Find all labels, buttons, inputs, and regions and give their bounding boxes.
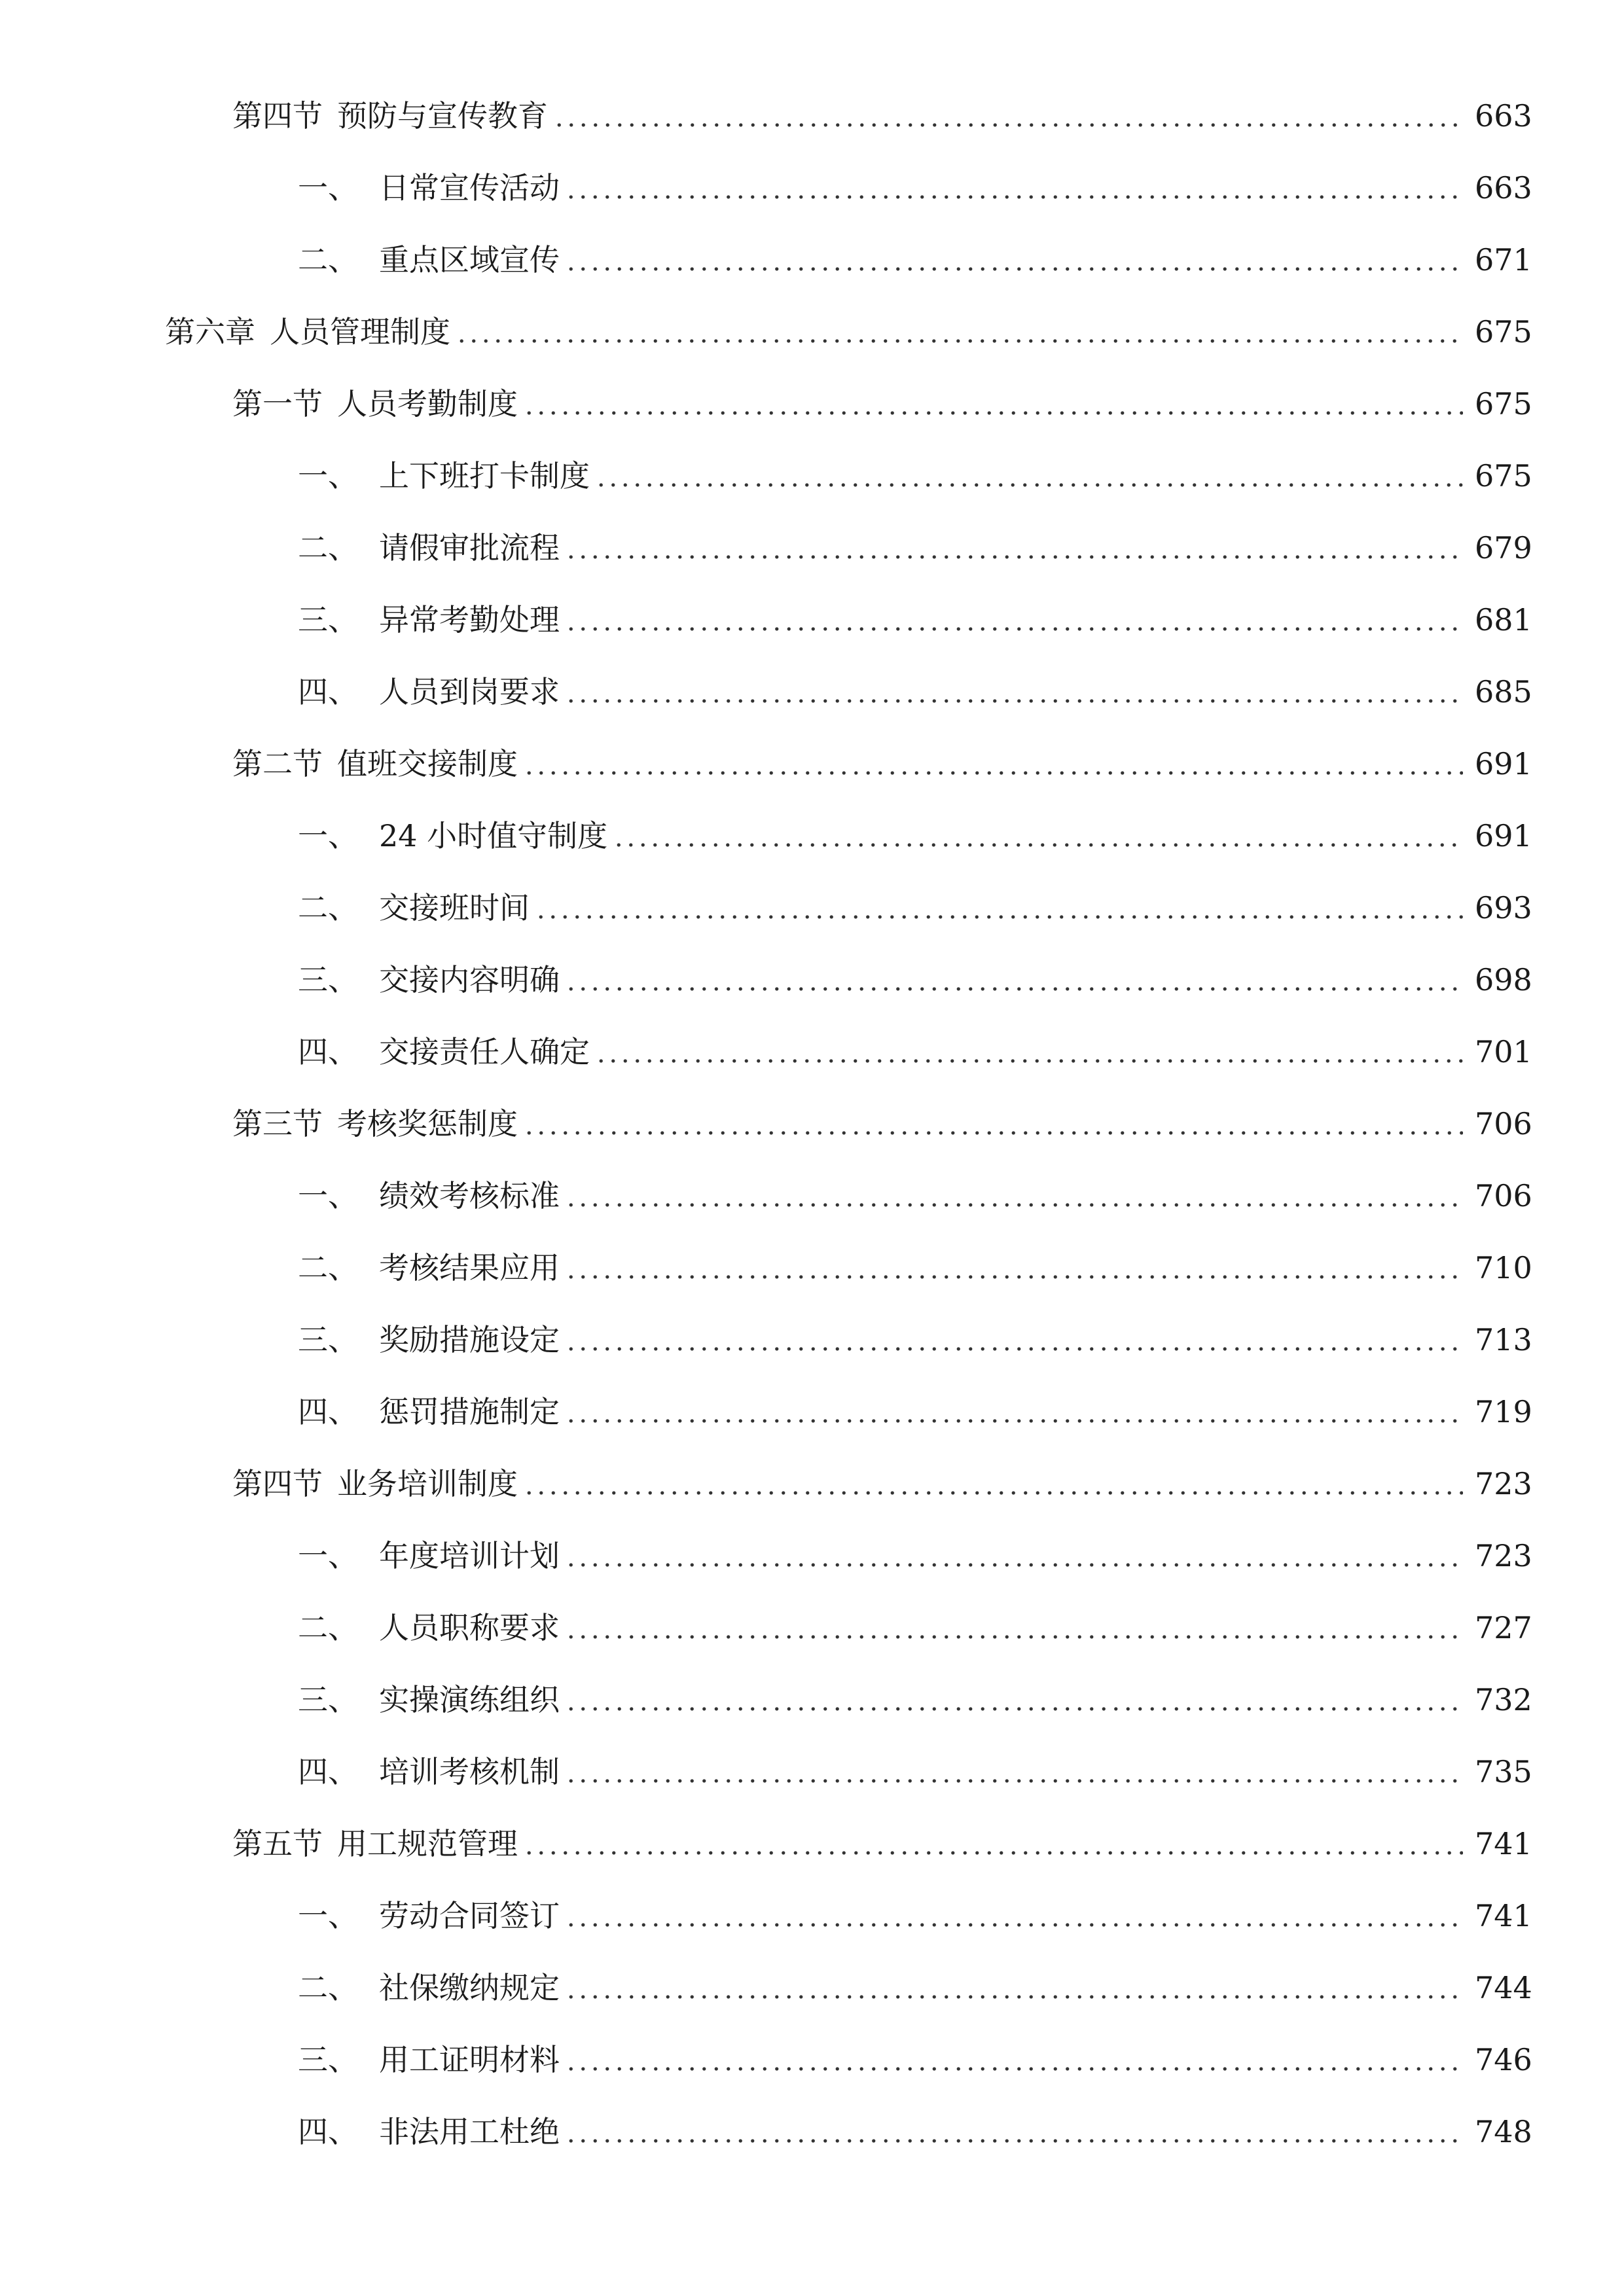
dot-leader (535, 914, 1463, 920)
toc-entry-page-number: 706 (1475, 1106, 1532, 1141)
toc-entry-title: 人员职称要求 (379, 1610, 560, 1645)
dot-leader (565, 266, 1463, 272)
toc-subsection-entry[interactable] (0, 152, 1624, 224)
toc-entry-page-number: 701 (1475, 1034, 1532, 1069)
toc-entry-title: 人员考勤制度 (337, 386, 518, 422)
dot-leader (523, 1850, 1463, 1856)
toc-entry-number: 一、 (298, 1538, 358, 1573)
dot-leader (523, 1130, 1463, 1136)
toc-entry-number: 第三节 (232, 1106, 323, 1141)
toc-entry-number: 第五节 (232, 1826, 323, 1861)
toc-entry-title: 考核奖惩制度 (337, 1106, 518, 1141)
toc-subsection-entry[interactable] (0, 1520, 1624, 1592)
toc-entry-page-number: 741 (1475, 1826, 1532, 1861)
dot-leader (523, 770, 1463, 776)
toc-entry-number: 四、 (298, 2114, 358, 2149)
toc-entry-number: 三、 (298, 1322, 358, 1357)
dot-leader (565, 1346, 1463, 1352)
toc-entry-page-number: 741 (1475, 1898, 1532, 1933)
toc-entry-title: 交接内容明确 (379, 962, 560, 997)
dot-leader (595, 1058, 1463, 1064)
dot-leader (565, 1274, 1463, 1280)
toc-entry-title: 年度培训计划 (379, 1538, 560, 1573)
toc-entry-title: 交接班时间 (379, 890, 530, 925)
toc-entry-number: 三、 (298, 1682, 358, 1717)
toc-entry-page-number: 685 (1475, 674, 1532, 709)
toc-entry-page-number: 706 (1475, 1178, 1532, 1213)
toc-entry-page-number: 719 (1475, 1394, 1532, 1429)
toc-entry-page-number: 744 (1475, 1970, 1532, 2005)
toc-subsection-entry[interactable] (0, 512, 1624, 584)
toc-entry-page-number: 675 (1475, 458, 1532, 493)
dot-leader (565, 1706, 1463, 1712)
toc-entry-number: 一、 (298, 1898, 358, 1933)
toc-subsection-entry[interactable] (0, 440, 1624, 512)
dot-leader (565, 698, 1463, 704)
toc-section-entry[interactable] (0, 728, 1624, 800)
toc-entry-page-number: 723 (1475, 1466, 1532, 1501)
dot-leader (553, 122, 1463, 128)
dot-leader (565, 2138, 1463, 2144)
toc-subsection-entry[interactable] (0, 656, 1624, 728)
toc-entry-number: 第一节 (232, 386, 323, 422)
toc-entry-title: 上下班打卡制度 (379, 458, 590, 493)
toc-entry-title: 重点区域宣传 (379, 242, 560, 278)
toc-subsection-entry[interactable] (0, 2024, 1624, 2096)
toc-entry-title: 实操演练组织 (379, 1682, 560, 1717)
toc-entry-title: 业务培训制度 (337, 1466, 518, 1501)
toc-entry-number: 三、 (298, 962, 358, 997)
dot-leader (565, 1418, 1463, 1424)
toc-subsection-entry[interactable] (0, 224, 1624, 296)
toc-entry-title: 预防与宣传教育 (337, 98, 548, 134)
toc-entry-title: 考核结果应用 (379, 1250, 560, 1285)
toc-subsection-entry[interactable] (0, 2096, 1624, 2168)
toc-subsection-entry[interactable] (0, 1232, 1624, 1304)
toc-entry-page-number: 746 (1475, 2042, 1532, 2077)
toc-entry-title: 劳动合同签订 (379, 1898, 560, 1933)
toc-entry-number: 第六章 (165, 314, 255, 350)
toc-subsection-entry[interactable] (0, 1880, 1624, 1952)
toc-entry-number: 一、 (298, 1178, 358, 1213)
toc-entry-number: 四、 (298, 1034, 358, 1069)
toc-entry-page-number: 748 (1475, 2114, 1532, 2149)
toc-entry-number: 三、 (298, 602, 358, 637)
dot-leader (613, 842, 1463, 848)
toc-entry-number: 二、 (298, 242, 358, 278)
toc-entry-number: 四、 (298, 1754, 358, 1789)
toc-entry-page-number: 671 (1475, 242, 1532, 278)
toc-subsection-entry[interactable] (0, 1304, 1624, 1376)
toc-entry-page-number: 698 (1475, 962, 1532, 997)
toc-entry-title: 奖励措施设定 (379, 1322, 560, 1357)
toc-section-entry[interactable] (0, 1808, 1624, 1880)
toc-entry-title: 异常考勤处理 (379, 602, 560, 637)
toc-entry-page-number: 691 (1475, 746, 1532, 781)
toc-entry-page-number: 681 (1475, 602, 1532, 637)
dot-leader (565, 626, 1463, 632)
toc-entry-title: 用工规范管理 (337, 1826, 518, 1861)
toc-section-entry[interactable] (0, 1448, 1624, 1520)
toc-entry-page-number: 675 (1475, 314, 1532, 350)
toc-subsection-entry[interactable] (0, 1736, 1624, 1808)
dot-leader (595, 482, 1463, 488)
dot-leader (565, 1778, 1463, 1784)
dot-leader (565, 986, 1463, 992)
dot-leader (565, 194, 1463, 200)
dot-leader (565, 1562, 1463, 1568)
dot-leader (523, 1490, 1463, 1496)
toc-entry-title: 24 小时值守制度 (379, 818, 608, 853)
toc-entry-title: 请假审批流程 (379, 530, 560, 565)
toc-entry-number: 四、 (298, 1394, 358, 1429)
toc-entry-title: 社保缴纳规定 (379, 1970, 560, 2005)
toc-section-entry[interactable] (0, 368, 1624, 440)
dot-leader (565, 1922, 1463, 1928)
toc-subsection-entry[interactable] (0, 1664, 1624, 1736)
toc-entry-number: 二、 (298, 530, 358, 565)
toc-subsection-entry[interactable] (0, 1160, 1624, 1232)
toc-subsection-entry[interactable] (0, 944, 1624, 1016)
toc-subsection-entry[interactable] (0, 1952, 1624, 2024)
toc-entry-title: 值班交接制度 (337, 746, 518, 781)
toc-entry-title: 惩罚措施制定 (379, 1394, 560, 1429)
toc-entry-number: 二、 (298, 1250, 358, 1285)
toc-entry-page-number: 691 (1475, 818, 1532, 853)
toc-entry-title: 用工证明材料 (379, 2042, 560, 2077)
toc-entry-title: 非法用工杜绝 (379, 2114, 560, 2149)
toc-subsection-entry[interactable] (0, 800, 1624, 872)
dot-leader (565, 1202, 1463, 1208)
toc-section-entry[interactable] (0, 1088, 1624, 1160)
toc-subsection-entry[interactable] (0, 1016, 1624, 1088)
toc-entry-page-number: 663 (1475, 98, 1532, 134)
toc-entry-number: 二、 (298, 1970, 358, 2005)
toc-entry-title: 日常宣传活动 (379, 170, 560, 206)
toc-entry-title: 培训考核机制 (379, 1754, 560, 1789)
dot-leader (523, 410, 1463, 416)
dot-leader (565, 2066, 1463, 2072)
toc-entry-number: 一、 (298, 458, 358, 493)
toc-entry-page-number: 693 (1475, 890, 1532, 925)
toc-subsection-entry[interactable] (0, 584, 1624, 656)
toc-entry-number: 一、 (298, 818, 358, 853)
toc-entry-page-number: 735 (1475, 1754, 1532, 1789)
toc-entry-number: 二、 (298, 1610, 358, 1645)
toc-entry-number: 第二节 (232, 746, 323, 781)
toc-entry-page-number: 663 (1475, 170, 1532, 206)
toc-subsection-entry[interactable] (0, 872, 1624, 944)
dot-leader (565, 1994, 1463, 2000)
toc-entry-number: 第四节 (232, 98, 323, 134)
toc-entry-title: 人员管理制度 (270, 314, 450, 350)
toc-chapter-entry[interactable] (0, 296, 1624, 368)
dot-leader (456, 338, 1463, 344)
table-of-contents (0, 80, 1624, 2168)
toc-subsection-entry[interactable] (0, 1592, 1624, 1664)
toc-entry-page-number: 710 (1475, 1250, 1532, 1285)
toc-entry-title: 人员到岗要求 (379, 674, 560, 709)
toc-entry-title: 绩效考核标准 (379, 1178, 560, 1213)
toc-entry-number: 第四节 (232, 1466, 323, 1501)
toc-entry-number: 四、 (298, 674, 358, 709)
toc-entry-title: 交接责任人确定 (379, 1034, 590, 1069)
toc-entry-number: 三、 (298, 2042, 358, 2077)
toc-subsection-entry[interactable] (0, 1376, 1624, 1448)
toc-entry-page-number: 675 (1475, 386, 1532, 422)
toc-entry-page-number: 713 (1475, 1322, 1532, 1357)
toc-section-entry[interactable] (0, 80, 1624, 152)
toc-entry-number: 一、 (298, 170, 358, 206)
dot-leader (565, 554, 1463, 560)
toc-entry-number: 二、 (298, 890, 358, 925)
toc-entry-page-number: 732 (1475, 1682, 1532, 1717)
dot-leader (565, 1634, 1463, 1640)
toc-entry-page-number: 679 (1475, 530, 1532, 565)
toc-entry-page-number: 727 (1475, 1610, 1532, 1645)
toc-entry-page-number: 723 (1475, 1538, 1532, 1573)
